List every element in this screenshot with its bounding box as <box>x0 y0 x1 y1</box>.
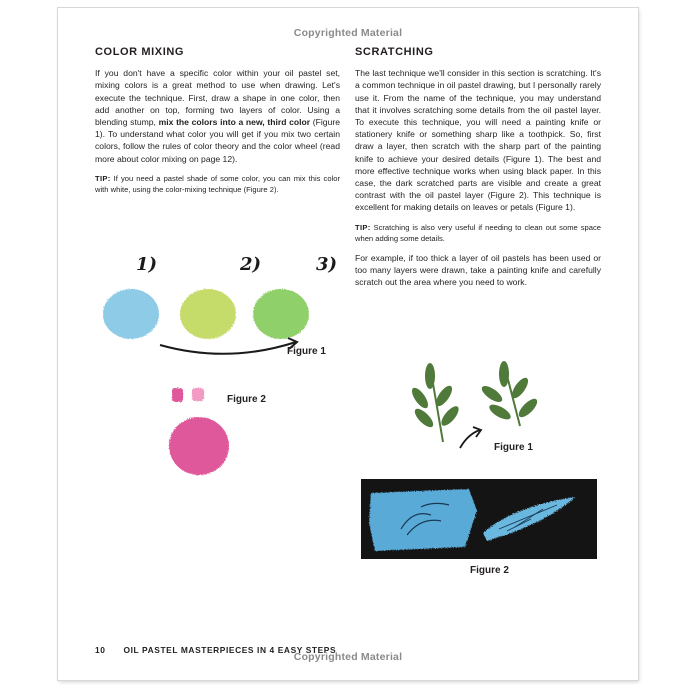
scratching-figure-1 <box>408 356 558 456</box>
pink-swatch <box>169 417 229 475</box>
tip-label: TIP: <box>95 173 111 183</box>
para-text: If you don't have a specific color within your oil pastel set, mixing colors is a great method to use when drawing. Let's execute the technique. First, draw a shape in one color, then add another on top, forming two layers of color. Using a blending stump, <box>95 68 340 128</box>
blue-pastel-patch <box>369 489 477 551</box>
color-mixing-figure-1 <box>98 254 338 364</box>
copyright-header: Copyrighted Material <box>293 27 403 39</box>
step-number-2: 2) <box>240 254 262 275</box>
scratching-section <box>355 46 601 296</box>
color-mixing-figure-2 <box>166 384 306 504</box>
scratched-feather <box>483 497 575 541</box>
page-number: 10 <box>95 645 106 655</box>
blue-swatch <box>103 289 159 339</box>
tip-text: Scratching is also very useful if needing to clean out some space when adding some details. <box>355 222 601 243</box>
para-bold-text: mix the colors into a new, third color <box>158 117 311 128</box>
scratching-paragraph-2: For example, if too thick a layer of oil pastels has been used or too many layers were drawn, take a painting knife and carefully scratch out the area where you need to work. <box>355 252 601 288</box>
leaf-branch-2 <box>479 361 540 426</box>
leaf-drawings <box>408 356 558 456</box>
color-mixing-heading: COLOR MIXING <box>95 46 185 58</box>
step-number-3: 3) <box>316 254 338 275</box>
tip-label: TIP: <box>355 222 371 232</box>
figure-1-label: Figure 1 <box>287 346 326 357</box>
scratched-pastel-drawing <box>361 479 597 559</box>
scratching-heading: SCRATCHING <box>355 46 434 58</box>
scratching-paragraph: The last technique we'll consider in this section is scratching. It's a common technique in oil pastel drawing, but I personally rarely use it. From the name of the technique, you may understand that it involves scratching some details from the oil pastel layer. To execute this technique, you will need a painting knife or stationery knife or something sharp like a toothpick. So, first draw a layer, then scratch with the sharp part of the painting knife to achieve your desired details (Figure 1). The best and more effective technique works when using black paper. In this case, the dark scratched parts are visible and create a great contrast with the oil pastel layer (Figure 2). This technique is excellent for making details on leaves or petals (Figure 1). <box>355 68 601 213</box>
book-page <box>58 8 638 680</box>
arrow <box>460 430 480 448</box>
figure-2-label: Figure 2 <box>227 394 266 405</box>
scratching-tip <box>355 222 601 244</box>
color-mixing-paragraph <box>95 67 340 165</box>
step-number-1: 1) <box>136 254 158 275</box>
tip-text: If you need a pastel shade of some color, you can mix this color with white, using the color-mixing technique (Figure 2). <box>95 173 340 194</box>
scratching-figure-2 <box>361 479 597 559</box>
figure-1-label: Figure 1 <box>494 442 533 453</box>
pink-dab <box>172 388 183 402</box>
book-title: OIL PASTEL MASTERPIECES IN 4 EASY STEPS <box>123 645 337 655</box>
copyright-footer: Copyrighted Material <box>293 651 403 663</box>
color-mixing-section <box>95 46 340 203</box>
green-swatch <box>253 289 309 339</box>
pastel-swatches <box>98 254 398 364</box>
leaf-branch-1 <box>409 363 462 442</box>
arrow <box>160 342 296 354</box>
figure-2-label: Figure 2 <box>470 565 509 576</box>
color-mixing-tip <box>95 173 340 195</box>
para-text: (Figure 1). To understand what color you will get if you mix two certain colors, follow the rules of color theory and the color wheel (read more about color mixing on page 12). <box>95 117 341 164</box>
light-pink-dab <box>192 388 204 401</box>
yellow-green-swatch <box>180 289 236 339</box>
